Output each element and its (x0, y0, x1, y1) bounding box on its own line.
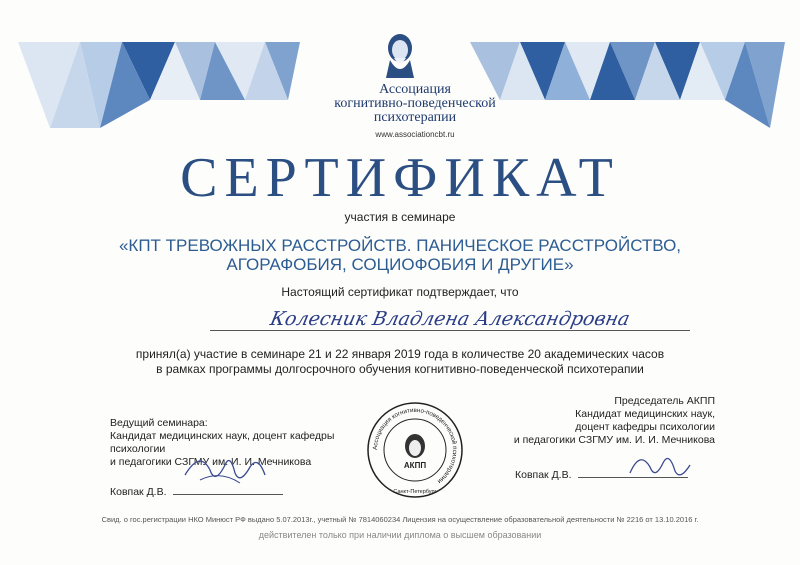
left-signature-line (173, 494, 283, 495)
right-signature (625, 445, 695, 485)
participation-line-1: принял(а) участие в семинаре 21 и 22 января 2019 года в количестве 20 академических часов (135, 347, 665, 361)
left-signatory-line-2: психологии (110, 443, 166, 455)
right-signatory-name: Ковпак Д.В. (515, 469, 572, 481)
seal-ring-text: Ассоциация когнитивно-поведенческой психотерапии (371, 406, 459, 485)
left-signature (180, 445, 270, 490)
right-signatory-line-2: доцент кафедры психологии (575, 421, 715, 433)
seminar-title-line-1: «КПТ ТРЕВОЖНЫХ РАССТРОЙСТВ. ПАНИЧЕСКОЕ РАССТРОЙСТВО, (118, 236, 682, 255)
right-signatory-line-3: и педагогики СЗГМУ им. И. И. Мечникова (513, 434, 715, 446)
left-signatory-line-3: и педагогики СЗГМУ им. И. И. Мечникова (110, 456, 312, 468)
seal-center-text: АКПП (403, 461, 427, 470)
right-signatory-role: Председатель АКПП (614, 395, 715, 407)
org-line-2: когнитивно-поведенческой (334, 96, 496, 111)
right-signatory-line-1: Кандидат медицинских наук, (575, 408, 715, 420)
left-signatory-name: Ковпак Д.В. (110, 486, 167, 498)
confirmation-text: Настоящий сертификат подтверждает, что (281, 285, 519, 299)
seal-bottom-text: Санкт-Петербург (393, 489, 437, 495)
validity-note: действителен только при наличии диплома о высшем образовании (258, 530, 542, 540)
association-logo (380, 30, 420, 80)
org-website: www.associationcbt.ru (375, 130, 455, 139)
seminar-title (0, 236, 800, 274)
recipient-name: Колесник Владлена Александровна (268, 308, 632, 330)
recipient-underline (210, 330, 690, 331)
organization-name (300, 83, 530, 142)
participation-text (60, 347, 740, 377)
participation-line-2: в рамках программы долгосрочного обучения когнитивно-поведенческой психотерапии (156, 362, 644, 376)
org-line-1: Ассоциация (379, 82, 451, 97)
left-signatory-line-1: Кандидат медицинских наук, доцент кафедры (110, 430, 335, 442)
association-seal (365, 400, 465, 500)
org-line-3: психотерапии (373, 110, 457, 125)
certificate-title: СЕРТИФИКАТ (180, 147, 620, 209)
certificate-subtitle: участия в семинаре (344, 210, 456, 224)
left-signatory-role: Ведущий семинара: (110, 417, 208, 429)
seminar-title-line-2: АГОРАФОБИЯ, СОЦИОФОБИЯ И ДРУГИЕ» (226, 255, 574, 274)
registration-footer: Свид. о гос.регистрации НКО Минюст РФ выдано 5.07.2013г., учетный № 7814060234 Лицензия на осуществление образовательной деятельности № 2216 от 13.10.2016 г. (101, 515, 699, 524)
